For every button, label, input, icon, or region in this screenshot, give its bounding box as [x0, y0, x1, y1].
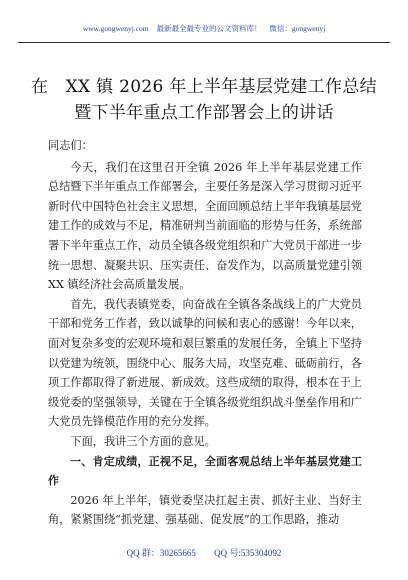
section-paragraph-1: 2026 年上半年，镇党委坚决扛起主责、抓好主业、当好主角，紧紧围绕“抓党建、强基础、促发展”的工作思路，推动: [48, 493, 362, 527]
header-wechat: 微信：gongwenyj: [269, 24, 326, 33]
section-heading-1: 一、肯定成绩，正视不足，全面客观总结上半年基层党建工作: [48, 454, 362, 488]
document-footer: [0, 546, 408, 559]
document-body: [48, 136, 362, 530]
document-header: [0, 18, 408, 40]
salutation: 同志们：: [48, 139, 93, 152]
header-slogan: 最新最全最专业的公文资料库！: [156, 24, 262, 33]
footer-qq-group: QQ 群：30265665: [126, 548, 196, 558]
footer-qq-number: QQ 号:535304092: [214, 548, 282, 558]
body-paragraph-1: 今天，我们在这里召开全镇 2026 年上半年基层党建工作总结暨下半年重点工作部署会，主要任务是深入学习贯彻习近平新时代中国特色社会主义思想，全面回顾总结上半年我镇基层党建工作的成效与不足，精准研判当前面临的形势与任务，系统部署下半年重点工作，动员全镇各级党组织和广大党员干部进一步统一思想、凝聚共识、压实责任、奋发作为，以高质量党建引领 XX 镇经济社会高质量发展。: [48, 160, 362, 292]
document-title: 在 XX 镇 2026 年上半年基层党建工作总结暨下半年重点工作部署会上的讲话: [31, 77, 377, 123]
body-paragraph-2: 首先，我代表镇党委，向奋战在全镇各条战线上的广大党员干部和党务工作者，致以诚挚的问候和衷心的感谢！今年以来，面对复杂多变的宏观环境和艰巨繁重的发展任务，全镇上下坚持以党建为统领，围绕中心、服务大局，攻坚克难、砥砺前行，各项工作都取得了新进展、新成效。这些成绩的取得，根本在于上级党委的坚强领导，关键在于全镇各级党组织战斗堡垒作用和广大党员先锋模范作用的充分发挥。: [48, 297, 362, 429]
body-paragraph-3: 下面，我讲三个方面的意见。: [70, 434, 216, 448]
header-website[interactable]: www.gongwenyj.com: [82, 24, 149, 33]
header-divider: [18, 42, 390, 43]
